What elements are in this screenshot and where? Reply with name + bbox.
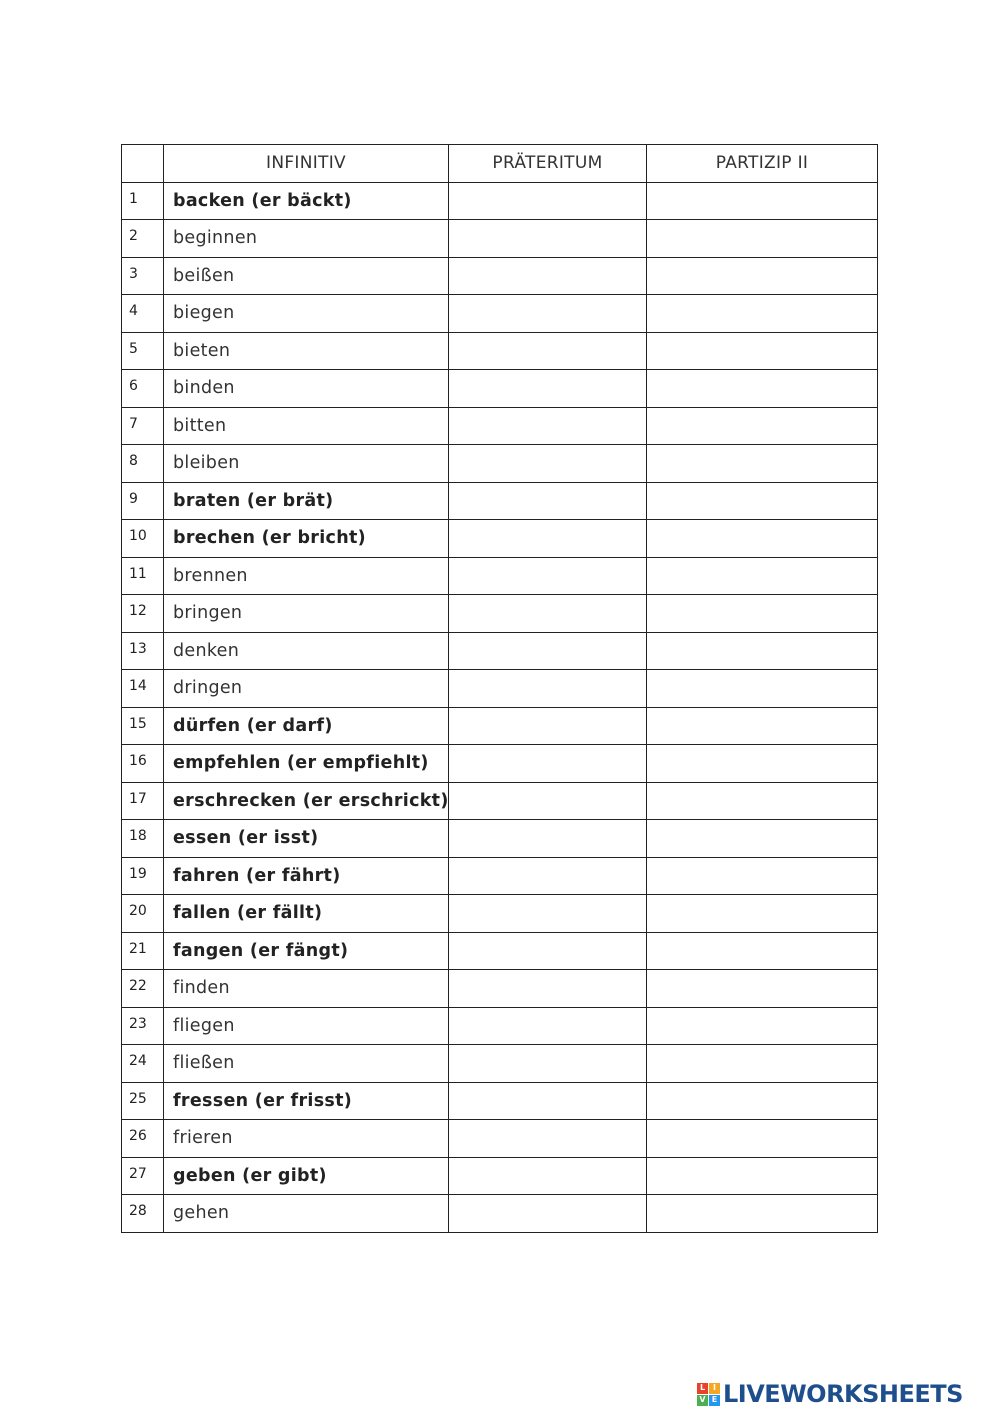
row-number: 12 — [122, 595, 164, 633]
praeteritum-answer-cell[interactable] — [449, 557, 647, 595]
table-row — [122, 970, 878, 1008]
partizip-answer-cell[interactable] — [647, 820, 878, 858]
brand-text: LIVEWORKSHEETS — [723, 1380, 963, 1408]
header-number — [122, 145, 164, 183]
table-row — [122, 557, 878, 595]
partizip-answer-cell[interactable] — [647, 1157, 878, 1195]
row-number: 24 — [122, 1045, 164, 1083]
praeteritum-answer-cell[interactable] — [449, 745, 647, 783]
praeteritum-answer-cell[interactable] — [449, 182, 647, 220]
infinitiv-cell: denken — [164, 632, 449, 670]
table-row — [122, 482, 878, 520]
praeteritum-answer-cell[interactable] — [449, 932, 647, 970]
infinitiv-cell: empfehlen (er empfiehlt) — [164, 745, 449, 783]
praeteritum-answer-cell[interactable] — [449, 407, 647, 445]
table-row — [122, 632, 878, 670]
praeteritum-answer-cell[interactable] — [449, 520, 647, 558]
praeteritum-answer-cell[interactable] — [449, 1082, 647, 1120]
praeteritum-answer-cell[interactable] — [449, 670, 647, 708]
table-row — [122, 1195, 878, 1233]
row-number: 21 — [122, 932, 164, 970]
infinitiv-cell: bieten — [164, 332, 449, 370]
infinitiv-cell: fahren (er fährt) — [164, 857, 449, 895]
table-row — [122, 520, 878, 558]
praeteritum-answer-cell[interactable] — [449, 1157, 647, 1195]
logo-letter: V — [697, 1395, 708, 1406]
row-number: 8 — [122, 445, 164, 483]
table-row — [122, 257, 878, 295]
partizip-answer-cell[interactable] — [647, 595, 878, 633]
partizip-answer-cell[interactable] — [647, 445, 878, 483]
table-row — [122, 220, 878, 258]
infinitiv-cell: beginnen — [164, 220, 449, 258]
row-number: 3 — [122, 257, 164, 295]
praeteritum-answer-cell[interactable] — [449, 707, 647, 745]
partizip-answer-cell[interactable] — [647, 407, 878, 445]
praeteritum-answer-cell[interactable] — [449, 970, 647, 1008]
header-praeteritum: PRÄTERITUM — [449, 145, 647, 183]
infinitiv-cell: fliegen — [164, 1007, 449, 1045]
table-row — [122, 707, 878, 745]
partizip-answer-cell[interactable] — [647, 257, 878, 295]
partizip-answer-cell[interactable] — [647, 782, 878, 820]
logo-letter: E — [709, 1395, 720, 1406]
table-row — [122, 370, 878, 408]
partizip-answer-cell[interactable] — [647, 520, 878, 558]
row-number: 10 — [122, 520, 164, 558]
row-number: 17 — [122, 782, 164, 820]
infinitiv-cell: erschrecken (er erschrickt) — [164, 782, 449, 820]
praeteritum-answer-cell[interactable] — [449, 857, 647, 895]
table-row — [122, 932, 878, 970]
infinitiv-cell: fressen (er frisst) — [164, 1082, 449, 1120]
row-number: 14 — [122, 670, 164, 708]
partizip-answer-cell[interactable] — [647, 370, 878, 408]
table-header-row — [122, 145, 878, 183]
partizip-answer-cell[interactable] — [647, 220, 878, 258]
table-row — [122, 595, 878, 633]
praeteritum-answer-cell[interactable] — [449, 632, 647, 670]
partizip-answer-cell[interactable] — [647, 1195, 878, 1233]
praeteritum-answer-cell[interactable] — [449, 1007, 647, 1045]
row-number: 22 — [122, 970, 164, 1008]
praeteritum-answer-cell[interactable] — [449, 782, 647, 820]
infinitiv-cell: dringen — [164, 670, 449, 708]
praeteritum-answer-cell[interactable] — [449, 220, 647, 258]
infinitiv-cell: braten (er brät) — [164, 482, 449, 520]
row-number: 20 — [122, 895, 164, 933]
partizip-answer-cell[interactable] — [647, 970, 878, 1008]
praeteritum-answer-cell[interactable] — [449, 1120, 647, 1158]
row-number: 19 — [122, 857, 164, 895]
table-row — [122, 670, 878, 708]
partizip-answer-cell[interactable] — [647, 857, 878, 895]
praeteritum-answer-cell[interactable] — [449, 257, 647, 295]
infinitiv-cell: essen (er isst) — [164, 820, 449, 858]
infinitiv-cell: finden — [164, 970, 449, 1008]
partizip-answer-cell[interactable] — [647, 745, 878, 783]
infinitiv-cell: beißen — [164, 257, 449, 295]
infinitiv-cell: fangen (er fängt) — [164, 932, 449, 970]
partizip-answer-cell[interactable] — [647, 557, 878, 595]
praeteritum-answer-cell[interactable] — [449, 370, 647, 408]
partizip-answer-cell[interactable] — [647, 1007, 878, 1045]
row-number: 28 — [122, 1195, 164, 1233]
table-row — [122, 295, 878, 333]
infinitiv-cell: binden — [164, 370, 449, 408]
row-number: 15 — [122, 707, 164, 745]
table-row — [122, 820, 878, 858]
praeteritum-answer-cell[interactable] — [449, 895, 647, 933]
table-row — [122, 782, 878, 820]
partizip-answer-cell[interactable] — [647, 1082, 878, 1120]
row-number: 9 — [122, 482, 164, 520]
praeteritum-answer-cell[interactable] — [449, 332, 647, 370]
praeteritum-answer-cell[interactable] — [449, 295, 647, 333]
table-row — [122, 895, 878, 933]
table-body — [122, 182, 878, 1232]
partizip-answer-cell[interactable] — [647, 482, 878, 520]
row-number: 11 — [122, 557, 164, 595]
row-number: 23 — [122, 1007, 164, 1045]
table-row — [122, 857, 878, 895]
table-row — [122, 407, 878, 445]
table-row — [122, 1007, 878, 1045]
partizip-answer-cell[interactable] — [647, 895, 878, 933]
infinitiv-cell: biegen — [164, 295, 449, 333]
table-row — [122, 745, 878, 783]
infinitiv-cell: bitten — [164, 407, 449, 445]
infinitiv-cell: bleiben — [164, 445, 449, 483]
row-number: 5 — [122, 332, 164, 370]
infinitiv-cell: brechen (er bricht) — [164, 520, 449, 558]
table-row — [122, 182, 878, 220]
liveworksheets-logo-icon — [697, 1383, 720, 1406]
liveworksheets-brand — [697, 1378, 963, 1410]
logo-letter: I — [709, 1383, 720, 1394]
table-row — [122, 445, 878, 483]
infinitiv-cell: backen (er bäckt) — [164, 182, 449, 220]
header-partizip: PARTIZIP II — [647, 145, 878, 183]
partizip-answer-cell[interactable] — [647, 632, 878, 670]
row-number: 2 — [122, 220, 164, 258]
table-row — [122, 1120, 878, 1158]
infinitiv-cell: brennen — [164, 557, 449, 595]
row-number: 25 — [122, 1082, 164, 1120]
row-number: 7 — [122, 407, 164, 445]
infinitiv-cell: frieren — [164, 1120, 449, 1158]
row-number: 18 — [122, 820, 164, 858]
infinitiv-cell: fließen — [164, 1045, 449, 1083]
praeteritum-answer-cell[interactable] — [449, 1195, 647, 1233]
infinitiv-cell: bringen — [164, 595, 449, 633]
praeteritum-answer-cell[interactable] — [449, 595, 647, 633]
logo-letter: L — [697, 1383, 708, 1394]
partizip-answer-cell[interactable] — [647, 932, 878, 970]
row-number: 4 — [122, 295, 164, 333]
partizip-answer-cell[interactable] — [647, 295, 878, 333]
row-number: 26 — [122, 1120, 164, 1158]
table-row — [122, 1157, 878, 1195]
partizip-answer-cell[interactable] — [647, 1045, 878, 1083]
partizip-answer-cell[interactable] — [647, 182, 878, 220]
row-number: 1 — [122, 182, 164, 220]
partizip-answer-cell[interactable] — [647, 707, 878, 745]
table-row — [122, 1045, 878, 1083]
verb-table — [121, 144, 878, 1233]
praeteritum-answer-cell[interactable] — [449, 482, 647, 520]
infinitiv-cell: gehen — [164, 1195, 449, 1233]
infinitiv-cell: dürfen (er darf) — [164, 707, 449, 745]
praeteritum-answer-cell[interactable] — [449, 1045, 647, 1083]
table-row — [122, 332, 878, 370]
infinitiv-cell: geben (er gibt) — [164, 1157, 449, 1195]
partizip-answer-cell[interactable] — [647, 332, 878, 370]
header-infinitiv: INFINITIV — [164, 145, 449, 183]
partizip-answer-cell[interactable] — [647, 1120, 878, 1158]
table-row — [122, 1082, 878, 1120]
partizip-answer-cell[interactable] — [647, 670, 878, 708]
praeteritum-answer-cell[interactable] — [449, 445, 647, 483]
infinitiv-cell: fallen (er fällt) — [164, 895, 449, 933]
row-number: 27 — [122, 1157, 164, 1195]
praeteritum-answer-cell[interactable] — [449, 820, 647, 858]
row-number: 16 — [122, 745, 164, 783]
row-number: 13 — [122, 632, 164, 670]
row-number: 6 — [122, 370, 164, 408]
